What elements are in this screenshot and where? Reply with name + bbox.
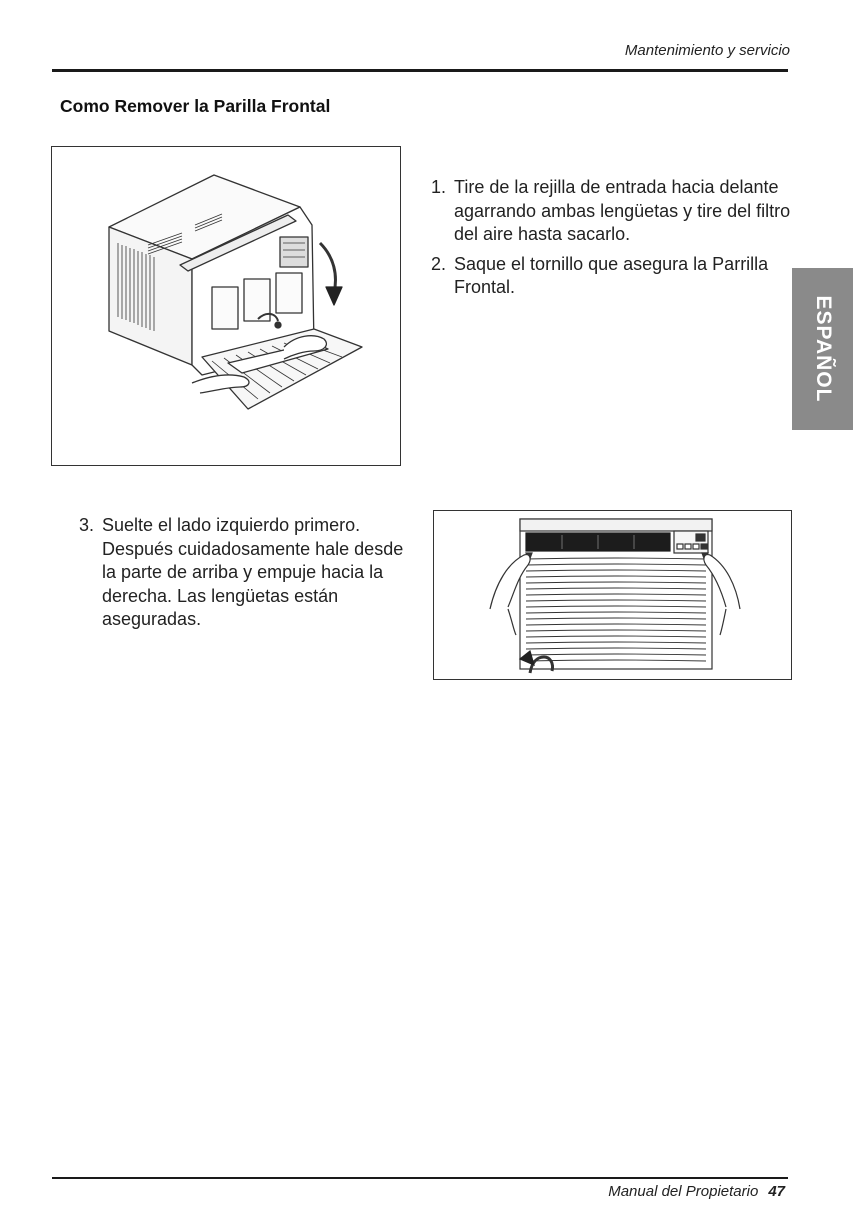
grille-front-illustration [434,511,791,679]
step-text: Saque el tornillo que asegura la Parrilla Frontal. [454,253,769,297]
language-side-tab [792,268,853,430]
language-tab-label: ESPAÑOL [811,295,835,403]
step-number: 2. [431,253,447,274]
steps-list-bottom [79,514,419,638]
figure-ac-open-grille [51,146,401,466]
step-item [431,176,791,247]
step-number: 3. [79,515,95,535]
running-header: Mantenimiento y servicio [624,42,790,59]
page-footer [608,1183,785,1200]
step-text: Tire de la rejilla de entrada hacia delante agarrando ambas lengüetas y tire del filtro del aire hasta sacarlo. [454,177,791,244]
figure-grille-removal [433,510,792,680]
footer-rule [52,1177,788,1179]
steps-list-top [431,176,791,306]
footer-label: Manual del Propietario [608,1183,759,1200]
step-item [79,514,419,632]
section-title: Como Remover la Parilla Frontal [60,96,331,116]
ac-unit-illustration [52,147,400,465]
step-item [431,253,791,300]
page-number: 47 [768,1183,785,1200]
header-rule [52,69,788,72]
step-text: Suelte el lado izquierdo primero. Después cuidadosamente hale desde la parte de arriba y empuje hacia la derecha. Las lengüetas están aseguradas. [102,515,404,629]
step-number: 1. [431,177,447,197]
